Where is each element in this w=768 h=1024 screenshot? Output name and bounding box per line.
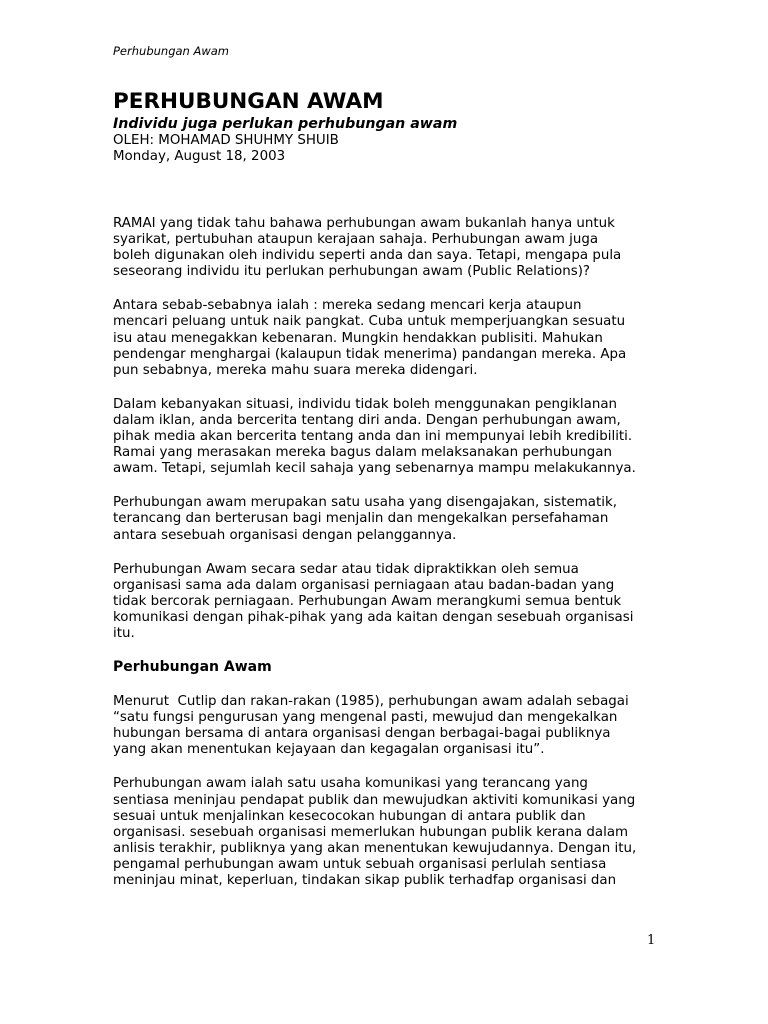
text-line: sentiasa meninjau pendapat publik dan mewujudkan aktiviti komunikasi yang xyxy=(113,792,636,808)
text-line: awam. Tetapi, sejumlah kecil sahaja yang sebenarnya mampu melakukannya. xyxy=(113,461,636,477)
text-line: pun sebabnya, mereka mahu suara mereka didengari. xyxy=(113,362,478,378)
text-line: seseorang individu itu perlukan perhubungan awam (Public Relations)? xyxy=(113,264,591,280)
paragraph-6 xyxy=(113,694,668,758)
text-line: organisasi sama ada dalam organisasi perniagaan atau badan-badan yang xyxy=(113,577,615,593)
article-header xyxy=(113,88,673,165)
article-subtitle: Individu juga perlukan perhubungan awam xyxy=(113,116,458,132)
text-line: pendengar menghargai (kalaupun tidak menerima) pandangan mereka. Apa xyxy=(113,346,627,362)
article-byline: OLEH: MOHAMAD SHUHMY SHUIB xyxy=(113,133,339,148)
text-line: RAMAI yang tidak tahu bahawa perhubungan awam bukanlah hanya untuk xyxy=(113,216,615,231)
text-line: dalam iklan, anda bercerita tentang diri anda. Dengan perhubungan awam, xyxy=(113,412,621,428)
text-line: syarikat, pertubuhan ataupun kerajaan sahaja. Perhubungan awam juga xyxy=(113,232,599,248)
text-line: terancang dan berterusan bagi menjalin dan mengekalkan persefahaman xyxy=(113,511,609,527)
text-line: Ramai yang merasakan mereka bagus dalam melaksanakan perhubungan xyxy=(113,445,612,461)
running-header: Perhubungan Awam xyxy=(113,44,230,58)
text-line: “satu fungsi pengurusan yang mengenal pasti, mewujud dan mengekalkan xyxy=(113,710,618,726)
paragraph-2 xyxy=(113,298,668,378)
text-line: boleh digunakan oleh individu seperti anda dan saya. Tetapi, mengapa pula xyxy=(113,248,622,264)
article-body xyxy=(113,216,668,907)
text-line: antara sesebuah organisasi dengan pelanggannya. xyxy=(113,527,457,543)
paragraph-7 xyxy=(113,776,668,889)
text-line: pihak media akan bercerita tentang anda dan ini mempunyai lebih kredibiliti. xyxy=(113,429,633,445)
page-number: 1 xyxy=(647,933,656,948)
paragraph-4 xyxy=(113,495,668,543)
text-line: Perhubungan awam merupakan satu usaha yang disengajakan, sistematik, xyxy=(113,495,617,511)
text-line: yang akan menentukan kejayaan dan kegagalan organisasi itu”. xyxy=(113,742,545,758)
text-line: Dalam kebanyakan situasi, individu tidak boleh menggunakan pengiklanan xyxy=(113,396,618,412)
paragraph-1 xyxy=(113,216,668,280)
text-line: mencari peluang untuk naik pangkat. Cuba untuk memperjuangkan sesuatu xyxy=(113,314,626,330)
text-line: isu atau menegakkan kebenaran. Mungkin hendakkan publisiti. Mahukan xyxy=(113,330,603,346)
paragraph-5 xyxy=(113,562,668,642)
paragraph-3 xyxy=(113,397,668,477)
text-line: meninjau minat, keperluan, tindakan sikap publik terhadfap organisasi dan xyxy=(113,873,617,888)
text-line: Perhubungan Awam secara sedar atau tidak dipraktikkan oleh semua xyxy=(113,561,579,577)
text-line: Antara sebab-sebabnya ialah : mereka sedang mencari kerja ataupun xyxy=(113,298,582,314)
text-line: anlisis terakhir, publiknya yang akan menentukan kewujudannya. Dengan itu, xyxy=(113,840,637,856)
text-line: hubungan bersama di antara organisasi dengan berbagai-bagai publiknya xyxy=(113,726,611,742)
text-line: Menurut Cutlip dan rakan-rakan (1985), perhubungan awam adalah sebagai xyxy=(113,694,629,710)
article-date: Monday, August 18, 2003 xyxy=(113,149,286,164)
text-line: Perhubungan awam ialah satu usaha komunikasi yang terancang yang xyxy=(113,776,588,792)
text-line: pengamal perhubungan awam untuk sebuah organisasi perlulah sentiasa xyxy=(113,856,607,872)
text-line: sesuai untuk menjalinkan kesecocokan hubungan di antara publik dan xyxy=(113,808,586,824)
text-line: komunikasi dengan pihak-pihak yang ada kaitan dengan sesebuah organisasi xyxy=(113,609,634,625)
article-title: PERHUBUNGAN AWAM xyxy=(113,89,384,114)
text-line: organisasi. sesebuah organisasi memerlukan hubungan publik kerana dalam xyxy=(113,824,629,840)
section-heading: Perhubungan Awam xyxy=(113,659,272,676)
text-line: itu. xyxy=(113,625,135,641)
text-line: tidak bercorak perniagaan. Perhubungan Awam merangkumi semua bentuk xyxy=(113,593,622,609)
